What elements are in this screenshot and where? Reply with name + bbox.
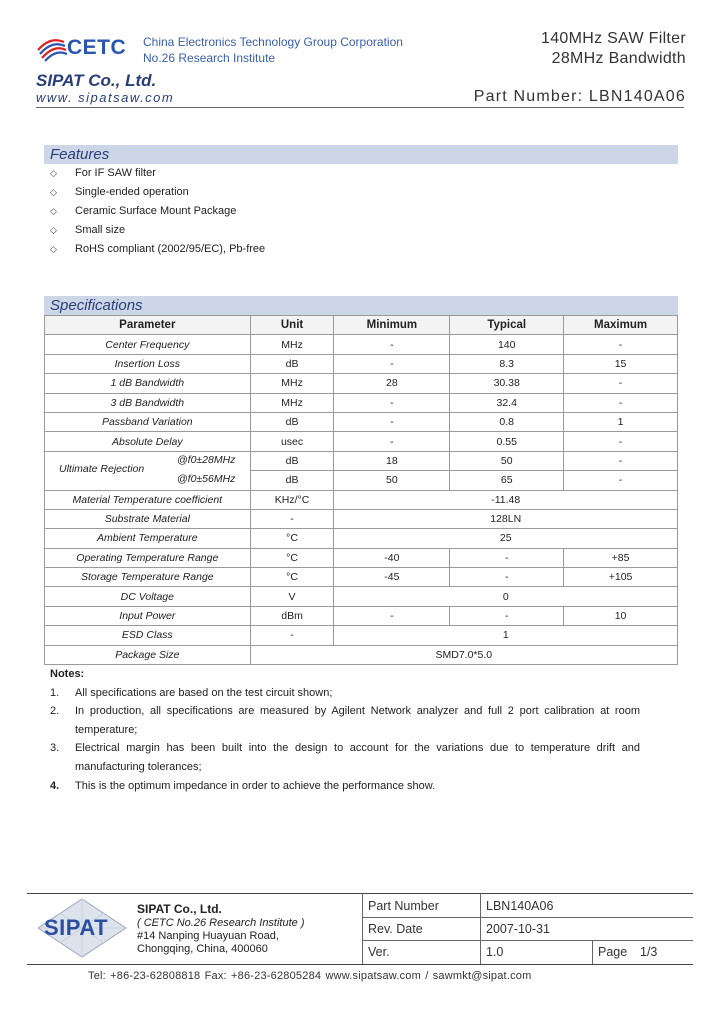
min-cell: - — [334, 412, 450, 431]
features-header — [44, 145, 678, 164]
table-row — [45, 354, 678, 373]
note-item — [50, 777, 640, 796]
max-cell: - — [564, 374, 678, 393]
column-header: Maximum — [564, 316, 678, 335]
param-cell — [45, 451, 251, 490]
min-cell: 18 — [334, 451, 450, 470]
typ-cell: 0.55 — [450, 432, 564, 451]
param-cell: Storage Temperature Range — [45, 568, 251, 587]
param-cell: Insertion Loss — [45, 354, 251, 373]
footer-bottom-rule — [27, 964, 693, 965]
table-row — [45, 432, 678, 451]
footer-city: Chongqing, China, 400060 — [137, 943, 268, 955]
part-number: Part Number: LBN140A06 — [473, 88, 686, 105]
note-text: All specifications are based on the test circuit shown; — [75, 687, 333, 699]
min-cell: - — [334, 432, 450, 451]
typ-cell: 140 — [450, 335, 564, 354]
table-row — [45, 587, 678, 606]
param-cell: Material Temperature coefficient — [45, 490, 251, 509]
param-cell: Package Size — [45, 645, 251, 664]
company-name: SIPAT Co., Ltd. — [36, 71, 157, 90]
org-institute: No.26 Research Institute — [143, 51, 276, 65]
param-cell: Substrate Material — [45, 509, 251, 528]
value-cell: -11.48 — [334, 490, 678, 509]
contact-info: Tel: +86-23-62808818 Fax: +86-23-62805284 www.sipatsaw.com / sawmkt@sipat.com — [88, 970, 532, 982]
max-cell: - — [564, 393, 678, 412]
feature-item: ◇ Small size — [50, 224, 126, 236]
note-number: 3. — [50, 742, 60, 754]
page-value: 1/3 — [640, 945, 658, 959]
diamond-bullet-icon: ◇ — [50, 168, 57, 178]
typ-cell: 30.38 — [450, 374, 564, 393]
min-cell: 50 — [334, 471, 450, 490]
specifications-table — [44, 315, 678, 665]
typ-cell: - — [450, 606, 564, 625]
max-cell: 15 — [564, 354, 678, 373]
table-row — [45, 451, 678, 470]
sipat-logo-text: SIPAT — [44, 915, 109, 940]
note-item — [50, 684, 640, 703]
table-row — [45, 548, 678, 567]
param-cell: ESD Class — [45, 626, 251, 645]
param-cell: Operating Temperature Range — [45, 548, 251, 567]
typ-cell: 8.3 — [450, 354, 564, 373]
unit-cell: MHz — [250, 393, 334, 412]
rev-date-value: 2007-10-31 — [486, 922, 550, 936]
param-cell: DC Voltage — [45, 587, 251, 606]
note-text: Electrical margin has been built into the design to account for the variations due to temperature drift and manufacturing tolerances; — [75, 742, 640, 773]
max-cell: - — [564, 451, 678, 470]
unit-cell: dB — [250, 471, 334, 490]
diamond-bullet-icon: ◇ — [50, 244, 57, 254]
note-text: This is the optimum impedance in order to achieve the performance show. — [75, 780, 436, 792]
unit-cell: - — [250, 626, 334, 645]
param-cell: Ambient Temperature — [45, 529, 251, 548]
unit-cell: dB — [250, 412, 334, 431]
value-cell: 25 — [334, 529, 678, 548]
condition-label: @f0±56MHz — [177, 473, 236, 486]
param-cell: Passband Variation — [45, 412, 251, 431]
cetc-logo — [36, 32, 132, 64]
unit-cell: °C — [250, 548, 334, 567]
param-cell: 1 dB Bandwidth — [45, 374, 251, 393]
note-text: In production, all specifications are measured by Agilent Network analyzer and full 2 port calibration at room temperature; — [75, 705, 640, 736]
unit-cell: - — [250, 509, 334, 528]
features-title: Features — [50, 146, 110, 163]
note-number: 2. — [50, 705, 60, 717]
typ-cell: - — [450, 568, 564, 587]
unit-cell: dB — [250, 354, 334, 373]
product-bandwidth: 28MHz Bandwidth — [551, 50, 686, 67]
note-number: 4. — [50, 780, 60, 792]
min-cell: -45 — [334, 568, 450, 587]
feature-item: ◇ RoHS compliant (2002/95/EC), Pb-free — [50, 243, 266, 255]
table-row — [45, 393, 678, 412]
product-title: 140MHz SAW Filter — [541, 30, 686, 47]
max-cell: - — [564, 335, 678, 354]
sipat-logo — [34, 897, 130, 959]
feature-item: ◇ For IF SAW filter — [50, 167, 156, 179]
rev-date-label: Rev. Date — [368, 922, 423, 936]
min-cell: -40 — [334, 548, 450, 567]
table-header-row — [45, 316, 678, 335]
footer-address: #14 Nanping Huayuan Road, — [137, 930, 279, 942]
footer-top-rule — [27, 893, 693, 894]
table-row — [45, 490, 678, 509]
note-number: 1. — [50, 687, 60, 699]
max-cell: - — [564, 471, 678, 490]
max-cell: 1 — [564, 412, 678, 431]
note-item — [50, 739, 640, 777]
typ-cell: 0.8 — [450, 412, 564, 431]
unit-cell: dB — [250, 451, 334, 470]
table-row — [45, 412, 678, 431]
footer-grid-line — [480, 893, 481, 964]
table-row — [45, 335, 678, 354]
min-cell: - — [334, 393, 450, 412]
table-row — [45, 606, 678, 625]
typ-cell: 65 — [450, 471, 564, 490]
org-name: China Electronics Technology Group Corporation — [143, 35, 403, 49]
diamond-bullet-icon: ◇ — [50, 187, 57, 197]
footer-company: SIPAT Co., Ltd. — [137, 902, 222, 916]
max-cell: - — [564, 432, 678, 451]
feature-item: ◇ Single-ended operation — [50, 186, 189, 198]
unit-cell: dBm — [250, 606, 334, 625]
value-cell: SMD7.0*5.0 — [250, 645, 677, 664]
table-row — [45, 509, 678, 528]
ultimate-rejection-label: Ultimate Rejection — [59, 463, 145, 476]
unit-cell: usec — [250, 432, 334, 451]
diamond-bullet-icon: ◇ — [50, 206, 57, 216]
value-cell: 128LN — [334, 509, 678, 528]
min-cell: - — [334, 335, 450, 354]
min-cell: - — [334, 606, 450, 625]
max-cell: +85 — [564, 548, 678, 567]
unit-cell: MHz — [250, 374, 334, 393]
column-header: Minimum — [334, 316, 450, 335]
table-row — [45, 374, 678, 393]
footer-grid-line — [362, 893, 363, 964]
min-cell: - — [334, 354, 450, 373]
footer-grid-line — [592, 940, 593, 964]
header-divider — [36, 107, 684, 108]
param-cell: Absolute Delay — [45, 432, 251, 451]
footer-grid-line — [362, 940, 693, 941]
table-row — [45, 626, 678, 645]
param-cell: 3 dB Bandwidth — [45, 393, 251, 412]
feature-item: ◇ Ceramic Surface Mount Package — [50, 205, 237, 217]
unit-cell: °C — [250, 568, 334, 587]
value-cell: 0 — [334, 587, 678, 606]
table-row — [45, 645, 678, 664]
note-item — [50, 702, 640, 740]
page-label: Page — [598, 945, 628, 959]
unit-cell: KHz/°C — [250, 490, 334, 509]
footer-grid-line — [362, 917, 693, 918]
part-number-value: LBN140A06 — [486, 899, 554, 913]
version-value: 1.0 — [486, 945, 504, 959]
max-cell: 10 — [564, 606, 678, 625]
column-header: Typical — [450, 316, 564, 335]
value-cell: 1 — [334, 626, 678, 645]
max-cell: +105 — [564, 568, 678, 587]
typ-cell: - — [450, 548, 564, 567]
part-number-label: Part Number — [368, 899, 439, 913]
specifications-title: Specifications — [50, 297, 143, 314]
typ-cell: 32.4 — [450, 393, 564, 412]
unit-cell: °C — [250, 529, 334, 548]
footer-institute: ( CETC No.26 Research Institute ) — [137, 917, 305, 929]
table-row — [45, 568, 678, 587]
param-cell: Center Frequency — [45, 335, 251, 354]
specifications-header — [44, 296, 678, 315]
typ-cell: 50 — [450, 451, 564, 470]
column-header: Unit — [250, 316, 334, 335]
version-label: Ver. — [368, 945, 390, 959]
min-cell: 28 — [334, 374, 450, 393]
diamond-bullet-icon: ◇ — [50, 225, 57, 235]
notes-title: Notes: — [50, 668, 85, 680]
condition-label: @f0±28MHz — [177, 454, 236, 467]
cetc-logo-text: CETC — [67, 36, 127, 59]
unit-cell: V — [250, 587, 334, 606]
column-header: Parameter — [45, 316, 251, 335]
param-cell: Input Power — [45, 606, 251, 625]
website-link[interactable]: www. sipatsaw.com — [36, 90, 175, 105]
table-row — [45, 529, 678, 548]
unit-cell: MHz — [250, 335, 334, 354]
